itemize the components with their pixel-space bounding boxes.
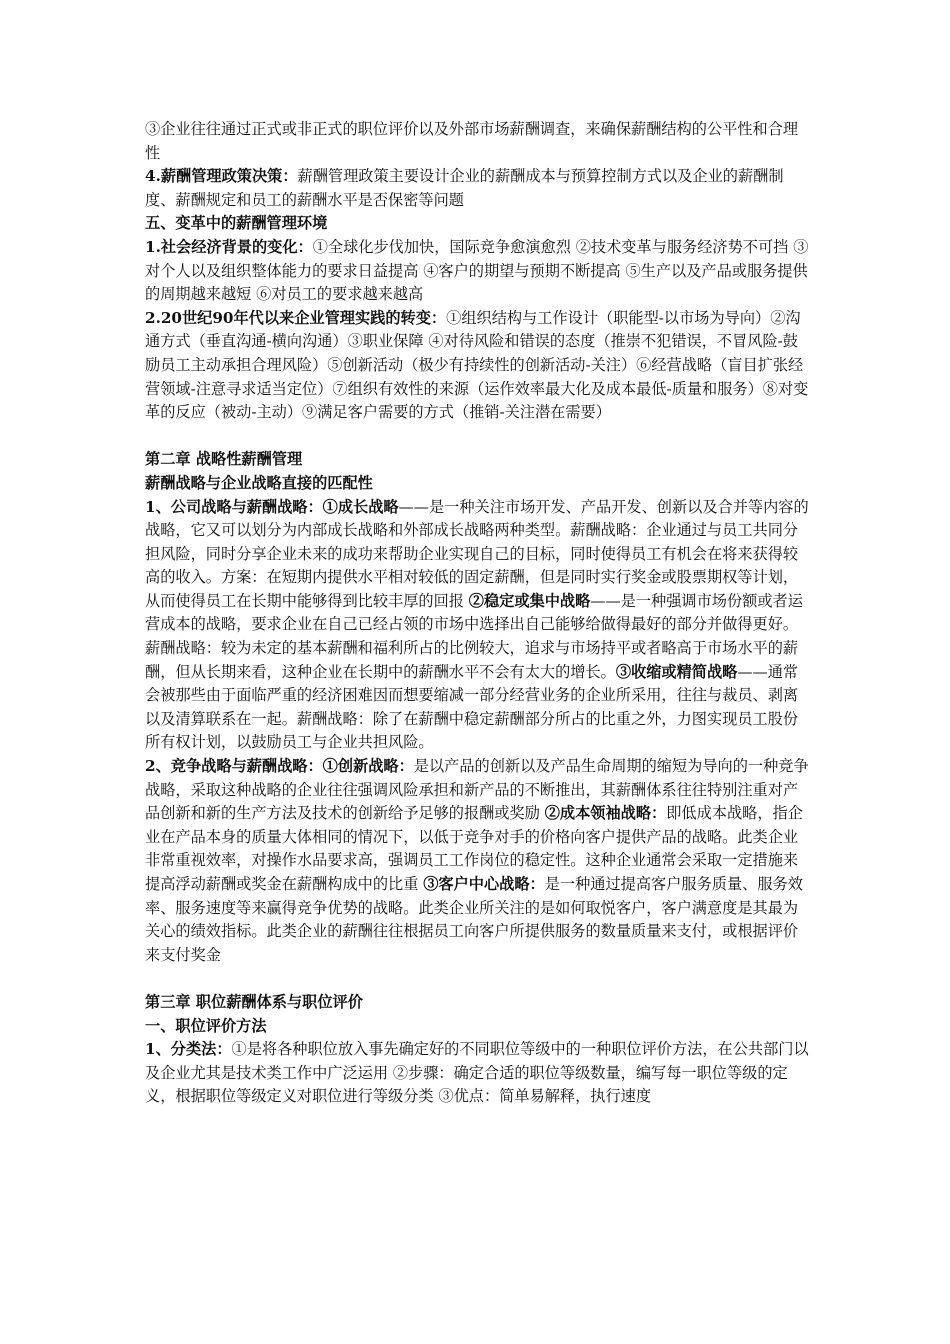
retrenchment-strategy-label: ③收缩或精简战略	[615, 662, 738, 681]
paragraph-text: ——是一种关注市场开发、产品开发、创新以及合并等内容的战略，它又可以划分为内部成长战略和外部成长战略两种类型。薪酬战略：企业通过与员工共同分担风险，同时分享企业未来的成功来帮助企业实现自己的目标，同时使得员工有机会在将来获得较高的收入。方案：在短期内提供水平相对较低的固定薪酬，但是同时实行奖金或股票期权等计划，从而使得员工在长期中能够得到比较丰厚的回报	[145, 497, 809, 610]
paragraph-classification-method	[145, 1038, 810, 1109]
policy-decision-label: 4.薪酬管理政策决策：	[145, 167, 298, 186]
corporate-strategy-label: 1、公司战略与薪酬战略：	[145, 497, 323, 516]
subheading-strategy-fit: 薪酬战略与企业战略直接的匹配性	[145, 473, 373, 492]
paragraph-text: ③企业往往通过正式或非正式的职位评价以及外部市场薪酬调查，来确保薪酬结构的公平性和合理性	[145, 120, 799, 162]
paragraph-structure-fairness	[145, 118, 810, 165]
paragraph-text: ——是一种强调市场份额或者运营成本的战略，要求企业在自己已经占领的市场中选择出自己能够给做得最好的部分并做得更好。薪酬战略：较为未定的基本薪酬和福利所占的比例较大，追求与市场持平或者略高于市场水平的薪酬，但从长期来看，这种企业在长期中的薪酬水平不会有太大的增长。	[145, 591, 803, 681]
paragraph-economic-background	[145, 236, 810, 307]
spacer	[145, 967, 810, 991]
document-body	[145, 118, 810, 1109]
spacer	[145, 425, 810, 449]
classification-method-label: 1、分类法：	[145, 1040, 232, 1059]
paragraph-text: 即低成本战略，指企业在产品本身的质量大体相同的情况下，以低于竞争对手的价格向客户提供产品的战略。此类企业非常重视效率，对操作水品要求高，强调员工工作岗位的稳定性。这种企业通常会采取一定措施来提高浮动薪酬或奖金在薪酬构成中的比重	[145, 804, 803, 893]
paragraph-text: 是一种通过提高客户服务质量、服务效率、服务速度等来赢得竞争优势的战略。此类企业所关注的是如何取悦客户，客户满意度是其最为关心的绩效指标。此类企业的薪酬往往根据员工向客户所提供服务的数量质量来支付，或根据评价来支付奖金	[145, 875, 803, 964]
paragraph-text: ①全球化步伐加快，国际竞争愈演愈烈 ②技术变革与服务经济势不可挡 ③对个人以及组织整体能力的要求日益提高 ④客户的期望与预期不断提高 ⑤生产以及产品或服务提供的周期越来越短 ⑥对员工的要求越来越高	[145, 237, 809, 304]
paragraph-text: ——通常会被那些由于面临严重的经济困难因而想要缩减一部分经营业务的企业所采用，往往与裁员、剥离以及清算联系在一起。薪酬战略：除了在薪酬中稳定薪酬部分所占的比重之外，力图实现员工股份所有权计划，以鼓励员工与企业共担风险。	[145, 662, 799, 752]
paragraph-text: ①组织结构与工作设计（职能型-以市场为导向）②沟通方式（垂直沟通-横向沟通）③职业保障 ④对待风险和错误的态度（推崇不犯错误，不冒风险-鼓励员工主动承担合理风险）⑤创新活动（极少有持续性的创新活动-关注）⑥经营战略（盲目扩张经营领域-注意寻求适当定位）⑦组织有效性的来源（运作效率最大化及成本最低-质量和服务）⑧对变革的反应（被动-主动）⑨满足客户需要的方式（推销-关注潜在需要）	[145, 308, 809, 422]
subheading-evaluation-methods: 一、职位评价方法	[145, 1016, 267, 1035]
growth-strategy-label: ①成长战略	[322, 497, 399, 516]
innovation-strategy-label: ①创新战略：	[322, 757, 414, 776]
customer-centric-label: ③客户中心战略：	[423, 875, 545, 893]
chapter-heading-job-evaluation: 第三章 职位薪酬体系与职位评价	[145, 992, 363, 1011]
paragraph-policy-decision	[145, 165, 810, 212]
paragraph-management-practice	[145, 307, 810, 425]
economic-background-label: 1.社会经济背景的变化：	[145, 237, 313, 256]
paragraph-text: 是以产品的创新以及产品生命周期的缩短为导向的一种竞争战略，采取这种战略的企业往往强调风险承担和新产品的不断推出，其薪酬体系往往特别注重对产品创新和新的生产方法及技术的创新给予足够的报酬或奖励	[145, 757, 809, 823]
competitive-strategy-label: 2、竞争战略与薪酬战略：	[145, 757, 323, 776]
paragraph-text: 薪酬管理政策主要设计企业的薪酬成本与预算控制方式以及企业的薪酬制度、薪酬规定和员工的薪酬水平是否保密等问题	[145, 167, 784, 209]
stable-strategy-label: ②稳定或集中战略	[468, 591, 591, 610]
cost-leadership-label: ②成本领袖战略：	[544, 804, 667, 823]
paragraph-competitive-strategy	[145, 755, 810, 967]
chapter-heading-strategic-compensation: 第二章 战略性薪酬管理	[145, 450, 303, 469]
paragraph-text: ①是将各种职位放入事先确定好的不同职位等级中的一种职位评价方法，在公共部门以及企业尤其是技术类工作中广泛运用 ②步骤：确定合适的职位等级数量，编写每一职位等级的定义，根据职位等级定义对职位进行等级分类 ③优点：简单易解释，执行速度	[145, 1040, 809, 1106]
paragraph-corporate-strategy	[145, 496, 810, 756]
management-practice-label: 2.20世纪90年代以来企业管理实践的转变：	[145, 308, 447, 327]
section-heading-changing-environment: 五、变革中的薪酬管理环境	[145, 214, 328, 233]
